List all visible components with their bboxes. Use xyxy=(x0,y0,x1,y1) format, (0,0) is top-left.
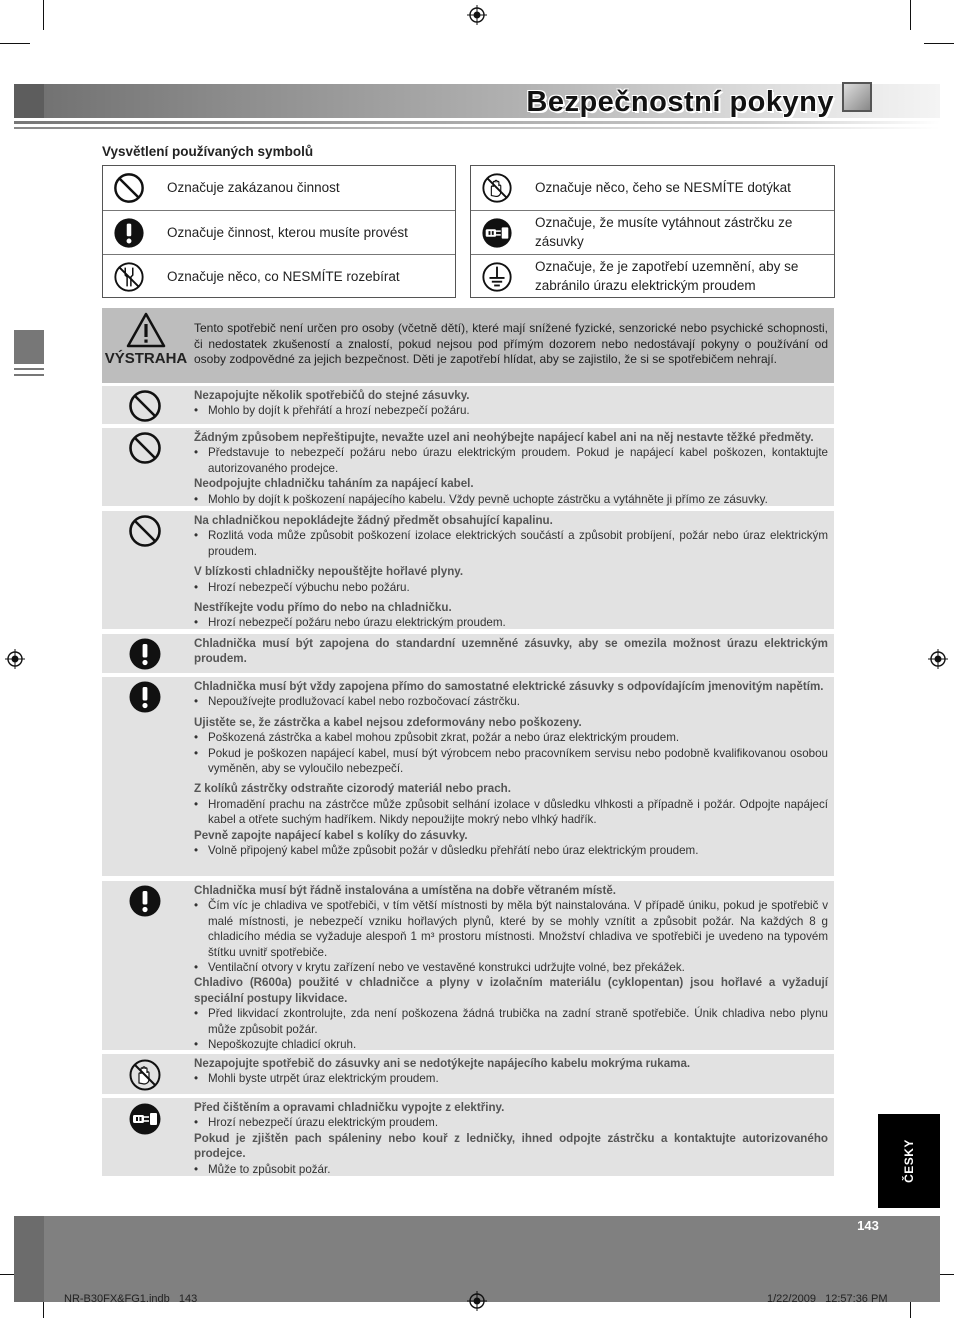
safety-block xyxy=(102,1054,834,1094)
symbols-table-left xyxy=(102,165,456,298)
block-heading: Nezapojujte několik spotřebičů do stejné zásuvky. xyxy=(194,389,470,402)
page-title: Bezpečnostní pokyny xyxy=(526,86,834,118)
unplug-icon xyxy=(481,217,513,249)
side-marker xyxy=(14,330,44,364)
page-number: 143 xyxy=(857,1218,879,1233)
block-content xyxy=(194,679,828,858)
block-heading: Chladnička musí být vždy zapojena přímo do samostatné elektrické zásuvky s odpovídajícím jmenovitým napětím. xyxy=(194,680,824,693)
symbols-heading: Vysvětlení používaných symbolů xyxy=(102,144,314,159)
registration-mark-icon xyxy=(928,649,948,669)
footer-band-accent xyxy=(14,1216,44,1302)
block-bullet: • Hrozí nebezpečí požáru nebo úrazu elektrickým proudem. xyxy=(194,615,828,630)
block-heading: Před čištěním a opravami chladničku vypojte z elektřiny. xyxy=(194,1101,505,1114)
block-bullet: • Mohlo by dojít k poškození napájecího kabelu. Vždy pevně uchopte zástrčku a vytáhněte ji přímo ze zásuvky. xyxy=(194,492,828,507)
block-heading: V blízkosti chladničky nepouštějte hořlavé plyny. xyxy=(194,565,464,579)
language-tab xyxy=(878,1114,940,1208)
header-band-accent xyxy=(14,84,44,118)
block-heading: Pevně zapojte napájecí kabel s kolíky do zásuvky. xyxy=(194,828,468,842)
symbol-row xyxy=(103,254,455,298)
block-bullet: • Představuje to nebezpečí požáru nebo úrazu elektrickým proudem. Pokud je napájecí kabel poškozen, kontaktujte autorizovaného prodejce. xyxy=(194,445,828,476)
mandatory-icon xyxy=(128,637,162,671)
header-underline xyxy=(14,127,940,129)
symbol-text: Označuje, že je zapotřebí uzemnění, aby se zabránilo úrazu elektrickým proudem xyxy=(535,259,799,293)
block-content xyxy=(194,883,828,1052)
block-bullet: • Hromadění prachu na zástrčce může způsobit selhání izolace v důsledku vlhkosti a případně i požár. Odpojte napájecí kabel a otřete suchým hadříkem. Nikdy nepoužijte mokrý nebo vlhký hadřík. xyxy=(194,797,828,828)
print-date: 1/22/2009 12:57:36 PM xyxy=(767,1293,888,1305)
registration-mark-icon xyxy=(467,5,487,25)
block-bullet: • Čím víc je chladiva ve spotřebiči, v tím větší místnosti by měla být nainstalována. V případě úniku, pokud je spotřebič v malé místnosti, je nebezpečí vzniku hořlavých plynů, které by se mohly vznítit a způsobit požár. Na každých 8 g chladicího média se vyžaduje alespoň 1 m³ prostoru místnosti. Množství chladiva ve spotřebiči je uvedeno na typovém štítku uvnitř spotřebiče. xyxy=(194,898,828,960)
block-bullet: • Volně připojený kabel může způsobit požár v důsledku přehřátí nebo úraz elektrickým proudem. xyxy=(194,843,828,858)
block-content xyxy=(194,1100,828,1177)
block-heading: Ujistěte se, že zástrčka a kabel nejsou zdeformovány nebo poškozeny. xyxy=(194,715,582,729)
block-heading: Žádným způsobem nepřeštipujte, nevažte uzel ani neohýbejte napájecí kabel ani na něj nestavte těžké předměty. xyxy=(194,431,814,444)
block-bullet: • Poškozená zástrčka a kabel mohou způsobit zkrat, požár a nebo úraz elektrickým proudem. xyxy=(194,730,828,745)
no-disassembly-icon xyxy=(113,261,145,293)
block-bullet: • Může to způsobit požár. xyxy=(194,1162,828,1177)
block-content xyxy=(194,1056,828,1087)
block-bullet: • Mohlo by dojít k přehřátí a hrozí nebezpečí požáru. xyxy=(194,403,828,418)
unplug-icon xyxy=(128,1102,162,1136)
do-not-touch-icon xyxy=(128,1058,162,1092)
block-bullet: • Mohli byste utrpět úraz elektrickým proudem. xyxy=(194,1071,828,1086)
symbol-row xyxy=(471,210,834,254)
block-bullet: • Hrozí nebezpečí úrazu elektrickým proudem. xyxy=(194,1115,828,1130)
mandatory-icon xyxy=(128,680,162,714)
mandatory-icon xyxy=(128,884,162,918)
footer-band xyxy=(14,1216,940,1302)
warning-triangle-icon xyxy=(126,312,166,348)
block-heading: Pokud je zjištěn pach spáleniny nebo kouř z ledničky, ihned odpojte zástrčku a kontaktujte autorizovaného prodejce. xyxy=(194,1131,828,1161)
block-heading: Chladivo (R600a) použité v chladničce a plyny v izolačním materiálu (cyklopentan) jsou hořlavé a vyžadují speciální postupy likvidace. xyxy=(194,976,828,1005)
warning-label: VÝSTRAHA xyxy=(104,350,188,367)
prohibited-icon xyxy=(128,389,162,423)
safety-block xyxy=(102,881,834,1050)
symbol-text: Označuje, že musíte vytáhnout zástrčku ze zásuvky xyxy=(535,215,793,249)
symbol-row xyxy=(471,254,834,298)
warning-block xyxy=(102,308,834,383)
do-not-touch-icon xyxy=(481,172,513,204)
symbol-text: Označuje něco, čeho se NESMÍTE dotýkat xyxy=(535,180,791,195)
block-bullet: • Nepoužívejte prodlužovací kabel nebo rozbočovací zástrčku. xyxy=(194,694,828,709)
registration-mark-icon xyxy=(5,649,25,669)
safety-block xyxy=(102,677,834,876)
ground-icon xyxy=(481,261,513,293)
block-bullet: • Pokud je poškozen napájecí kabel, musí být výrobcem nebo pracovníkem servisu nebo podobně kvalifikovanou osobou vyměněn, aby se vyloučilo nebezpečí. xyxy=(194,746,828,777)
safety-block xyxy=(102,386,834,424)
prohibited-icon xyxy=(128,431,162,465)
file-info: NR-B30FX&FG1.indb 143 xyxy=(64,1293,198,1305)
block-bullet: • Nepoškozujte chladicí okruh. xyxy=(194,1037,828,1052)
block-heading: Nestříkejte vodu přímo do nebo na chladničku. xyxy=(194,601,452,615)
symbol-row xyxy=(103,210,455,254)
mandatory-icon xyxy=(113,217,145,249)
block-heading: Chladnička musí být zapojena do standardní uzemněné zásuvky, aby se omezila možnost úrazu elektrickým proudem. xyxy=(194,637,828,666)
block-content xyxy=(194,513,828,631)
registration-mark-icon xyxy=(467,1291,487,1311)
safety-block xyxy=(102,1098,834,1176)
block-bullet: • Před likvidací zkontrolujte, zda není poškozena žádná trubička na zadní straně spotřebiče. Únik chladiva nebo plynu může způsobit požár. xyxy=(194,1006,828,1037)
language-tab-label: ČESKY xyxy=(902,1139,916,1183)
prohibited-icon xyxy=(113,172,145,204)
symbol-text: Označuje činnost, kterou musíte provést xyxy=(167,225,408,240)
warning-text: Tento spotřebič není určen pro osoby (včetně dětí), které mají snížené fyzické, senzorické nebo psychické schopnosti, či nedostatek zkušeností a znalostí, pokud nejsou pod přímým dozorem nebo nedostávají pokyny o používání od osoby zodpovědné za jejich bezpečnost. Děti je zapotřebí hlídat, aby se zajistilo, že si se spotřebičem nehrají. xyxy=(194,321,828,367)
block-content xyxy=(194,430,828,507)
block-bullet: • Ventilační otvory v krytu zařízení nebo ve vestavěné konstrukci udržujte volné, bez překážek. xyxy=(194,960,828,975)
header-underline xyxy=(14,121,940,124)
title-square-icon xyxy=(842,82,872,112)
symbol-text: Označuje něco, co NESMÍTE rozebírat xyxy=(167,269,400,284)
safety-block xyxy=(102,428,834,506)
side-marker-line xyxy=(14,374,44,376)
symbol-row xyxy=(103,166,455,210)
block-heading: Na chladničkou nepokládejte žádný předmět obsahující kapalinu. xyxy=(194,514,553,527)
block-heading: Nezapojujte spotřebič do zásuvky ani se nedotýkejte napájecího kabelu mokrýma rukama. xyxy=(194,1057,691,1070)
block-heading: Neodpojujte chladničku taháním za napájecí kabel. xyxy=(194,477,474,491)
symbol-text: Označuje zakázanou činnost xyxy=(167,180,340,195)
block-heading: Chladnička musí být řádně instalována a umístěna na dobře větraném místě. xyxy=(194,884,617,897)
safety-block xyxy=(102,511,834,629)
safety-block xyxy=(102,634,834,673)
side-marker-line xyxy=(14,368,44,370)
block-content xyxy=(194,388,828,419)
symbols-table-right xyxy=(470,165,835,298)
block-content xyxy=(194,636,828,667)
block-heading: Z kolíků zástrčky odstraňte cizorodý materiál nebo prach. xyxy=(194,782,511,796)
block-bullet: • Hrozí nebezpečí výbuchu nebo požáru. xyxy=(194,580,828,595)
block-bullet: • Rozlitá voda může způsobit poškození izolace elektrických součástí a způsobit probíjení, požár nebo úraz elektrickým proudem. xyxy=(194,528,828,559)
prohibited-icon xyxy=(128,514,162,548)
symbol-row xyxy=(471,166,834,210)
